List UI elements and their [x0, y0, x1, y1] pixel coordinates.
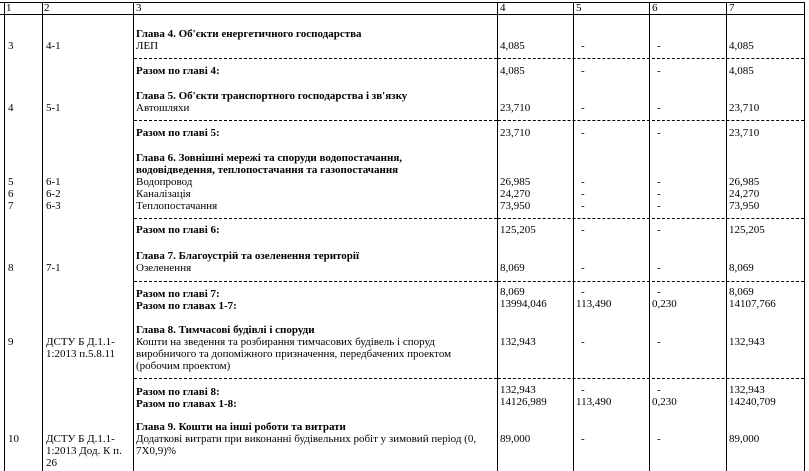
cell-value: 0,230 — [652, 298, 677, 310]
cell-value: - — [581, 127, 585, 139]
cell-value: 73,950 — [500, 200, 531, 212]
row-number: 5 — [8, 176, 14, 188]
cell-value: - — [657, 127, 661, 139]
chapter-heading: Глава 5. Об'єкти транспортного господарства і зв'язку — [136, 90, 408, 102]
item-name: (робочим проектом) — [136, 360, 231, 372]
row-number: 4 — [8, 102, 14, 114]
cell-value: 125,205 — [729, 224, 765, 236]
cell-value: - — [581, 262, 585, 274]
cell-value: 8,069 — [729, 286, 754, 298]
cell-value: - — [657, 262, 661, 274]
row-separator — [498, 120, 804, 121]
cell-value: - — [581, 384, 585, 396]
cell-value: - — [657, 188, 661, 200]
item-name: Автошляхи — [136, 102, 190, 114]
item-name: Каналізація — [136, 188, 191, 200]
row-separator — [498, 378, 804, 379]
cell-value: 14126,989 — [500, 396, 547, 408]
cell-value: - — [581, 65, 585, 77]
cell-value: 132,943 — [729, 336, 765, 348]
subtotal-label: Разом по главі 6: — [136, 224, 220, 236]
row-code: 7-1 — [46, 262, 61, 274]
row-code: 6-3 — [46, 200, 61, 212]
row-separator — [134, 120, 497, 121]
row-code: 6-2 — [46, 188, 61, 200]
cell-value: - — [657, 336, 661, 348]
row-code: ДСТУ Б Д.1.1- — [46, 336, 115, 348]
cell-value: 125,205 — [500, 224, 536, 236]
cell-value: - — [657, 200, 661, 212]
row-number: 9 — [8, 336, 14, 348]
row-code: ДСТУ Б Д.1.1- — [46, 433, 115, 445]
cell-value: 8,069 — [729, 262, 754, 274]
table-border — [133, 2, 134, 471]
table-border — [4, 2, 5, 471]
cell-value: 23,710 — [729, 102, 760, 114]
row-separator — [498, 58, 804, 59]
subtotal-label: Разом по главі 8: — [136, 386, 220, 398]
cell-value: 8,069 — [500, 286, 525, 298]
cell-value: - — [581, 200, 585, 212]
cell-value: - — [581, 433, 585, 445]
row-number: 6 — [8, 188, 14, 200]
cell-value: - — [657, 176, 661, 188]
cell-value: - — [581, 224, 585, 236]
row-separator — [134, 281, 497, 282]
row-code: 6-1 — [46, 176, 61, 188]
cell-value: - — [581, 286, 585, 298]
header-cell: 4 — [500, 2, 506, 14]
cell-value: 23,710 — [729, 127, 760, 139]
chapter-heading: Глава 4. Об'єкти енергетичного господарства — [136, 28, 362, 40]
cell-value: - — [657, 286, 661, 298]
cell-value: 73,950 — [729, 200, 760, 212]
header-cell: 7 — [729, 2, 735, 14]
cell-value: 89,000 — [500, 433, 531, 445]
cell-value: - — [581, 336, 585, 348]
cell-value: - — [657, 224, 661, 236]
cell-value: 14107,766 — [729, 298, 776, 310]
row-number: 3 — [8, 40, 14, 52]
cell-value: 132,943 — [729, 384, 765, 396]
row-separator — [134, 378, 497, 379]
table-border — [649, 2, 650, 471]
cell-value: - — [581, 188, 585, 200]
row-separator — [134, 58, 497, 59]
cell-value: 26,985 — [500, 176, 531, 188]
row-number: 8 — [8, 262, 14, 274]
cell-value: 24,270 — [500, 188, 531, 200]
cell-value: 24,270 — [729, 188, 760, 200]
item-name: Додаткові витрати при виконанні будівельних робіт у зимовий період (0, — [136, 433, 477, 445]
item-name: 7Х0,9)% — [136, 445, 177, 457]
cell-value: 132,943 — [500, 384, 536, 396]
header-cell: 1 — [6, 2, 12, 14]
chapter-heading: Глава 6. Зовнішні мережі та споруди водопостачання, — [136, 152, 403, 164]
cell-value: 4,085 — [729, 40, 754, 52]
item-name: ЛЕП — [136, 40, 159, 52]
cell-value: - — [657, 40, 661, 52]
subtotal-label: Разом по главі 5: — [136, 127, 220, 139]
table-border — [497, 2, 498, 471]
item-name: виробничого та допоміжного призначення, передбачених проектом — [136, 348, 452, 360]
total-label: Разом по главах 1-8: — [136, 398, 237, 410]
subtotal-label: Разом по главі 4: — [136, 65, 220, 77]
cell-value: 23,710 — [500, 102, 531, 114]
cell-value: 4,085 — [729, 65, 754, 77]
cell-value: 113,490 — [576, 396, 612, 408]
row-code: 4-1 — [46, 40, 61, 52]
row-code: 1:2013 Дод. К п. — [46, 445, 122, 457]
chapter-heading: Глава 7. Благоустрій та озеленення території — [136, 250, 360, 262]
table-border — [0, 2, 805, 3]
cell-value: 13994,046 — [500, 298, 547, 310]
cell-value: - — [657, 384, 661, 396]
cell-value: - — [581, 176, 585, 188]
table-border — [573, 2, 574, 471]
row-separator — [498, 218, 804, 219]
table-border — [804, 2, 805, 471]
cell-value: 4,085 — [500, 65, 525, 77]
item-name: Озеленення — [136, 262, 192, 274]
cell-value: - — [581, 40, 585, 52]
item-name: Теплопостачання — [136, 200, 218, 212]
table-border — [0, 14, 805, 15]
item-name: Кошти на зведення та розбирання тимчасових будівель і споруд — [136, 336, 435, 348]
chapter-heading: Глава 9. Кошти на інші роботи та витрати — [136, 421, 346, 433]
item-name: Водопровод — [136, 176, 193, 188]
row-code: 5-1 — [46, 102, 61, 114]
chapter-heading: Глава 8. Тимчасові будівлі і споруди — [136, 324, 315, 336]
row-code: 1:2013 п.5.8.11 — [46, 348, 116, 360]
row-number: 10 — [8, 433, 19, 445]
total-label: Разом по главах 1-7: — [136, 300, 237, 312]
table-border — [42, 2, 43, 471]
cell-value: 4,085 — [500, 40, 525, 52]
cell-value: 113,490 — [576, 298, 612, 310]
row-number: 7 — [8, 200, 14, 212]
header-cell: 3 — [136, 2, 142, 14]
cell-value: - — [657, 65, 661, 77]
row-separator — [498, 281, 804, 282]
cell-value: 8,069 — [500, 262, 525, 274]
cell-value: - — [657, 102, 661, 114]
cell-value: 89,000 — [729, 433, 760, 445]
table-border — [726, 2, 727, 471]
row-code: 26 — [46, 457, 57, 469]
cell-value: 23,710 — [500, 127, 531, 139]
cell-value: - — [657, 433, 661, 445]
header-cell: 2 — [44, 2, 50, 14]
cell-value: 132,943 — [500, 336, 536, 348]
cell-value: 26,985 — [729, 176, 760, 188]
header-cell: 6 — [652, 2, 658, 14]
cell-value: 0,230 — [652, 396, 677, 408]
cell-value: - — [581, 102, 585, 114]
chapter-heading: водовідведення, теплопостачання та газопостачання — [136, 164, 399, 176]
row-separator — [134, 218, 497, 219]
cell-value: 14240,709 — [729, 396, 776, 408]
subtotal-label: Разом по главі 7: — [136, 288, 220, 300]
header-cell: 5 — [576, 2, 582, 14]
